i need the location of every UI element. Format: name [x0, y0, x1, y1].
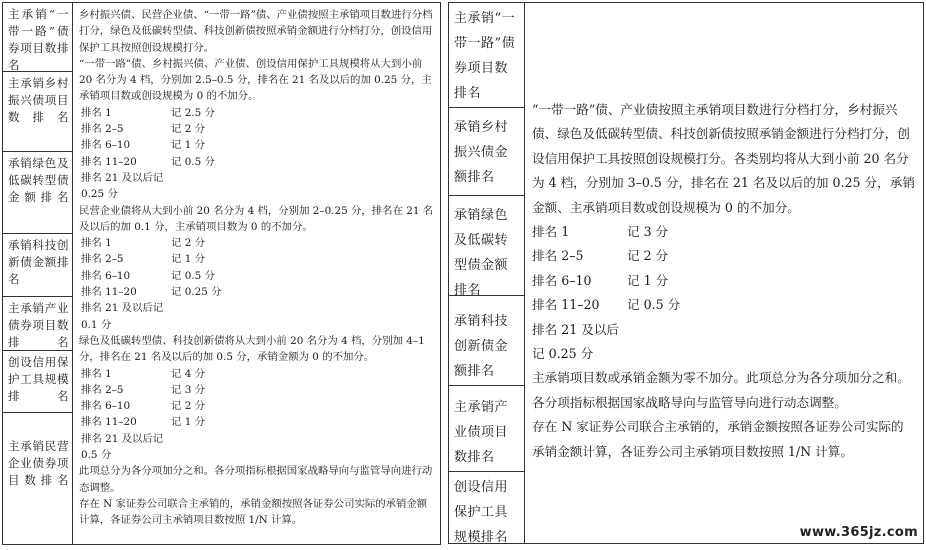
site-watermark: www.365jz.com	[799, 525, 918, 540]
rank-range: 排名 6–10	[532, 272, 592, 288]
left-criteria-content	[73, 3, 440, 544]
rank-range: 排名 21 及以后记 0.25 分	[532, 321, 620, 362]
label-belt-road-count: 主承销“一带一路”债券项目数排名	[3, 3, 72, 72]
left-criteria-table	[2, 2, 441, 545]
rank-range: 排名 11–20	[81, 416, 137, 429]
summary-text: 此项总分为各分项加分之和。各分项指标根据国家战略导向与监管导向进行动态调整。	[79, 465, 433, 494]
score-points: 记 1 分	[171, 253, 205, 266]
score-points: 记 3 分	[171, 383, 205, 396]
score-row	[79, 284, 434, 300]
right-criteria-table	[448, 2, 924, 544]
score-scale-1	[79, 105, 434, 203]
rank-range: 排名 11–20	[81, 286, 137, 299]
right-criteria-content	[525, 3, 923, 543]
rank-range: 排名 2–5	[81, 253, 124, 266]
rank-range: 排名 1	[81, 367, 112, 380]
score-points: 记 2 分	[627, 248, 669, 264]
label-private-enterprise-count: 主承销民营企业债券项目数排名	[8, 439, 69, 487]
label-tech-innovation-amount: 承销科技创新债金额排名	[3, 234, 72, 297]
score-row	[532, 293, 915, 317]
score-row	[79, 105, 434, 121]
rank-range: 排名 6–10	[81, 139, 131, 152]
label-rural-revitalization-amount: 承销乡村振兴债金额排名	[449, 108, 524, 196]
block2-text: 民营企业债将从大到小前 20 名分为 4 档，分别加 2–0.25 分，排名在 21 名及以后的加 0.1 分，主承销项目数为 0 的不加分。	[79, 204, 434, 233]
score-row	[79, 300, 434, 333]
rank-range: 排名 2–5	[532, 248, 584, 264]
score-points: 记 4 分	[171, 367, 205, 380]
rank-range: 排名 11–20	[81, 155, 137, 168]
block3-text: 绿色及低碳转型债、科技创新债将从大到小前 20 名分为 4 档，分别加 4–1 分，排名在 21 名及以后的加 0.5 分，承销金额为 0 的不加分。	[79, 334, 425, 364]
score-row	[79, 121, 434, 137]
rank-range: 排名 21 及以后记 0.5 分	[81, 432, 164, 462]
rank-range: 排名 21 及以后记 0.25 分	[81, 171, 164, 201]
joint-underwriting-note: 存在 N 家证券公司联合主承销的，承销金额按照各证券公司实际的承销金额计算，各证券公司主承销项目数按照 1/N 计算。	[79, 497, 428, 527]
score-row	[532, 269, 915, 293]
label-green-low-carbon-amount: 承销绿色及低碳转型债金额排名	[449, 196, 524, 296]
score-points: 记 0.5 分	[171, 269, 215, 282]
score-row	[532, 220, 915, 244]
label-industrial-bond-count: 主承销产业债项目数排名	[449, 386, 524, 472]
rank-range: 排名 6–10	[81, 269, 131, 282]
intro-text: “一带一路”债、产业债按照主承销项目数进行分档打分，乡村振兴债、绿色及低碳转型债、科技创新债按照承销金额进行分档打分，创设信用保护工具按照创设规模打分。各类别均将从大到小前 20 名分为 4 档，分别加 3–0.5 分，排名在 21 名及以后的加 0.25 分，承销金额、主承销项目数或创设规模为 0 的不加分。	[532, 102, 915, 215]
rank-range: 排名 2–5	[81, 123, 124, 136]
rank-range: 排名 1	[81, 106, 112, 119]
score-row	[532, 244, 915, 268]
block1-text: “一带一路”债、乡村振兴债、产业债、创设信用保护工具规模将从大到小前 20 名分为 4 档，分别加 2.5–0.5 分，排名在 21 名及以后的加 0.25 分，主承销项目数或创设规模为 0 的不加分。	[79, 57, 432, 103]
right-label-column	[449, 3, 525, 543]
score-row	[79, 154, 434, 170]
score-points: 记 0.5 分	[627, 297, 681, 313]
score-points: 记 1 分	[171, 416, 205, 429]
score-points: 记 2 分	[171, 123, 205, 136]
label-tech-innovation-amount: 承销科技创新债金额排名	[449, 296, 524, 386]
left-label-column	[3, 3, 73, 544]
score-row	[79, 414, 434, 430]
score-row	[79, 170, 434, 203]
rank-range: 排名 6–10	[81, 400, 131, 413]
score-scale-2	[79, 235, 434, 333]
intro-text: 乡村振兴债、民营企业债、“一带一路”债、产业债按照主承销项目数进行分档打分，绿色及低碳转型债、科技创新债按照承销金额进行分档打分，创设信用保护工具按照创设规模打分。	[79, 9, 433, 54]
score-row	[79, 398, 434, 414]
label-credit-protection-scale: 创设信用保护工具规模排名	[3, 351, 72, 413]
score-row	[79, 366, 434, 382]
score-row	[79, 251, 434, 267]
rank-range: 排名 1	[81, 237, 112, 250]
score-points: 记 2 分	[171, 237, 205, 250]
score-row	[532, 318, 915, 367]
label-belt-road-count: 主承销“一带一路”债券项目数排名	[449, 3, 524, 108]
label-industrial-bond-count: 主承销产业债券项目数排名	[3, 297, 72, 351]
score-points: 记 1 分	[627, 272, 669, 288]
score-points: 记 3 分	[627, 224, 669, 240]
rank-range: 排名 21 及以后记 0.1 分	[81, 302, 164, 331]
label-green-low-carbon-amount: 承销绿色及低碳转型债金额排名	[3, 152, 72, 234]
label-rural-revitalization-count: 主承销乡村振兴债项目数排名	[3, 72, 72, 152]
rank-range: 排名 1	[532, 224, 570, 240]
score-row	[79, 431, 434, 464]
score-scale-3	[79, 366, 434, 464]
joint-underwriting-note: 存在 N 家证券公司联合主承销的，承销金额按照各证券公司实际的承销金额计算，各证券公司主承销项目数按照 1/N 计算。	[532, 419, 904, 459]
score-points: 记 0.25 分	[171, 286, 222, 299]
score-points: 记 2.5 分	[171, 106, 215, 119]
rank-range: 排名 11–20	[532, 297, 600, 313]
summary-text: 主承销项目数或承销金额为零不加分。此项总分为各分项加分之和。各分项指标根据国家战略导向与监管导向进行动态调整。	[532, 370, 910, 410]
score-scale	[532, 220, 915, 366]
score-points: 记 1 分	[171, 139, 205, 152]
score-points: 记 2 分	[171, 400, 205, 413]
score-points: 记 0.5 分	[171, 155, 215, 168]
label-credit-protection-scale: 创设信用保护工具规模排名	[454, 480, 509, 545]
score-row	[79, 235, 434, 251]
score-row	[79, 137, 434, 153]
score-row	[79, 268, 434, 284]
rank-range: 排名 2–5	[81, 383, 124, 396]
score-row	[79, 382, 434, 398]
